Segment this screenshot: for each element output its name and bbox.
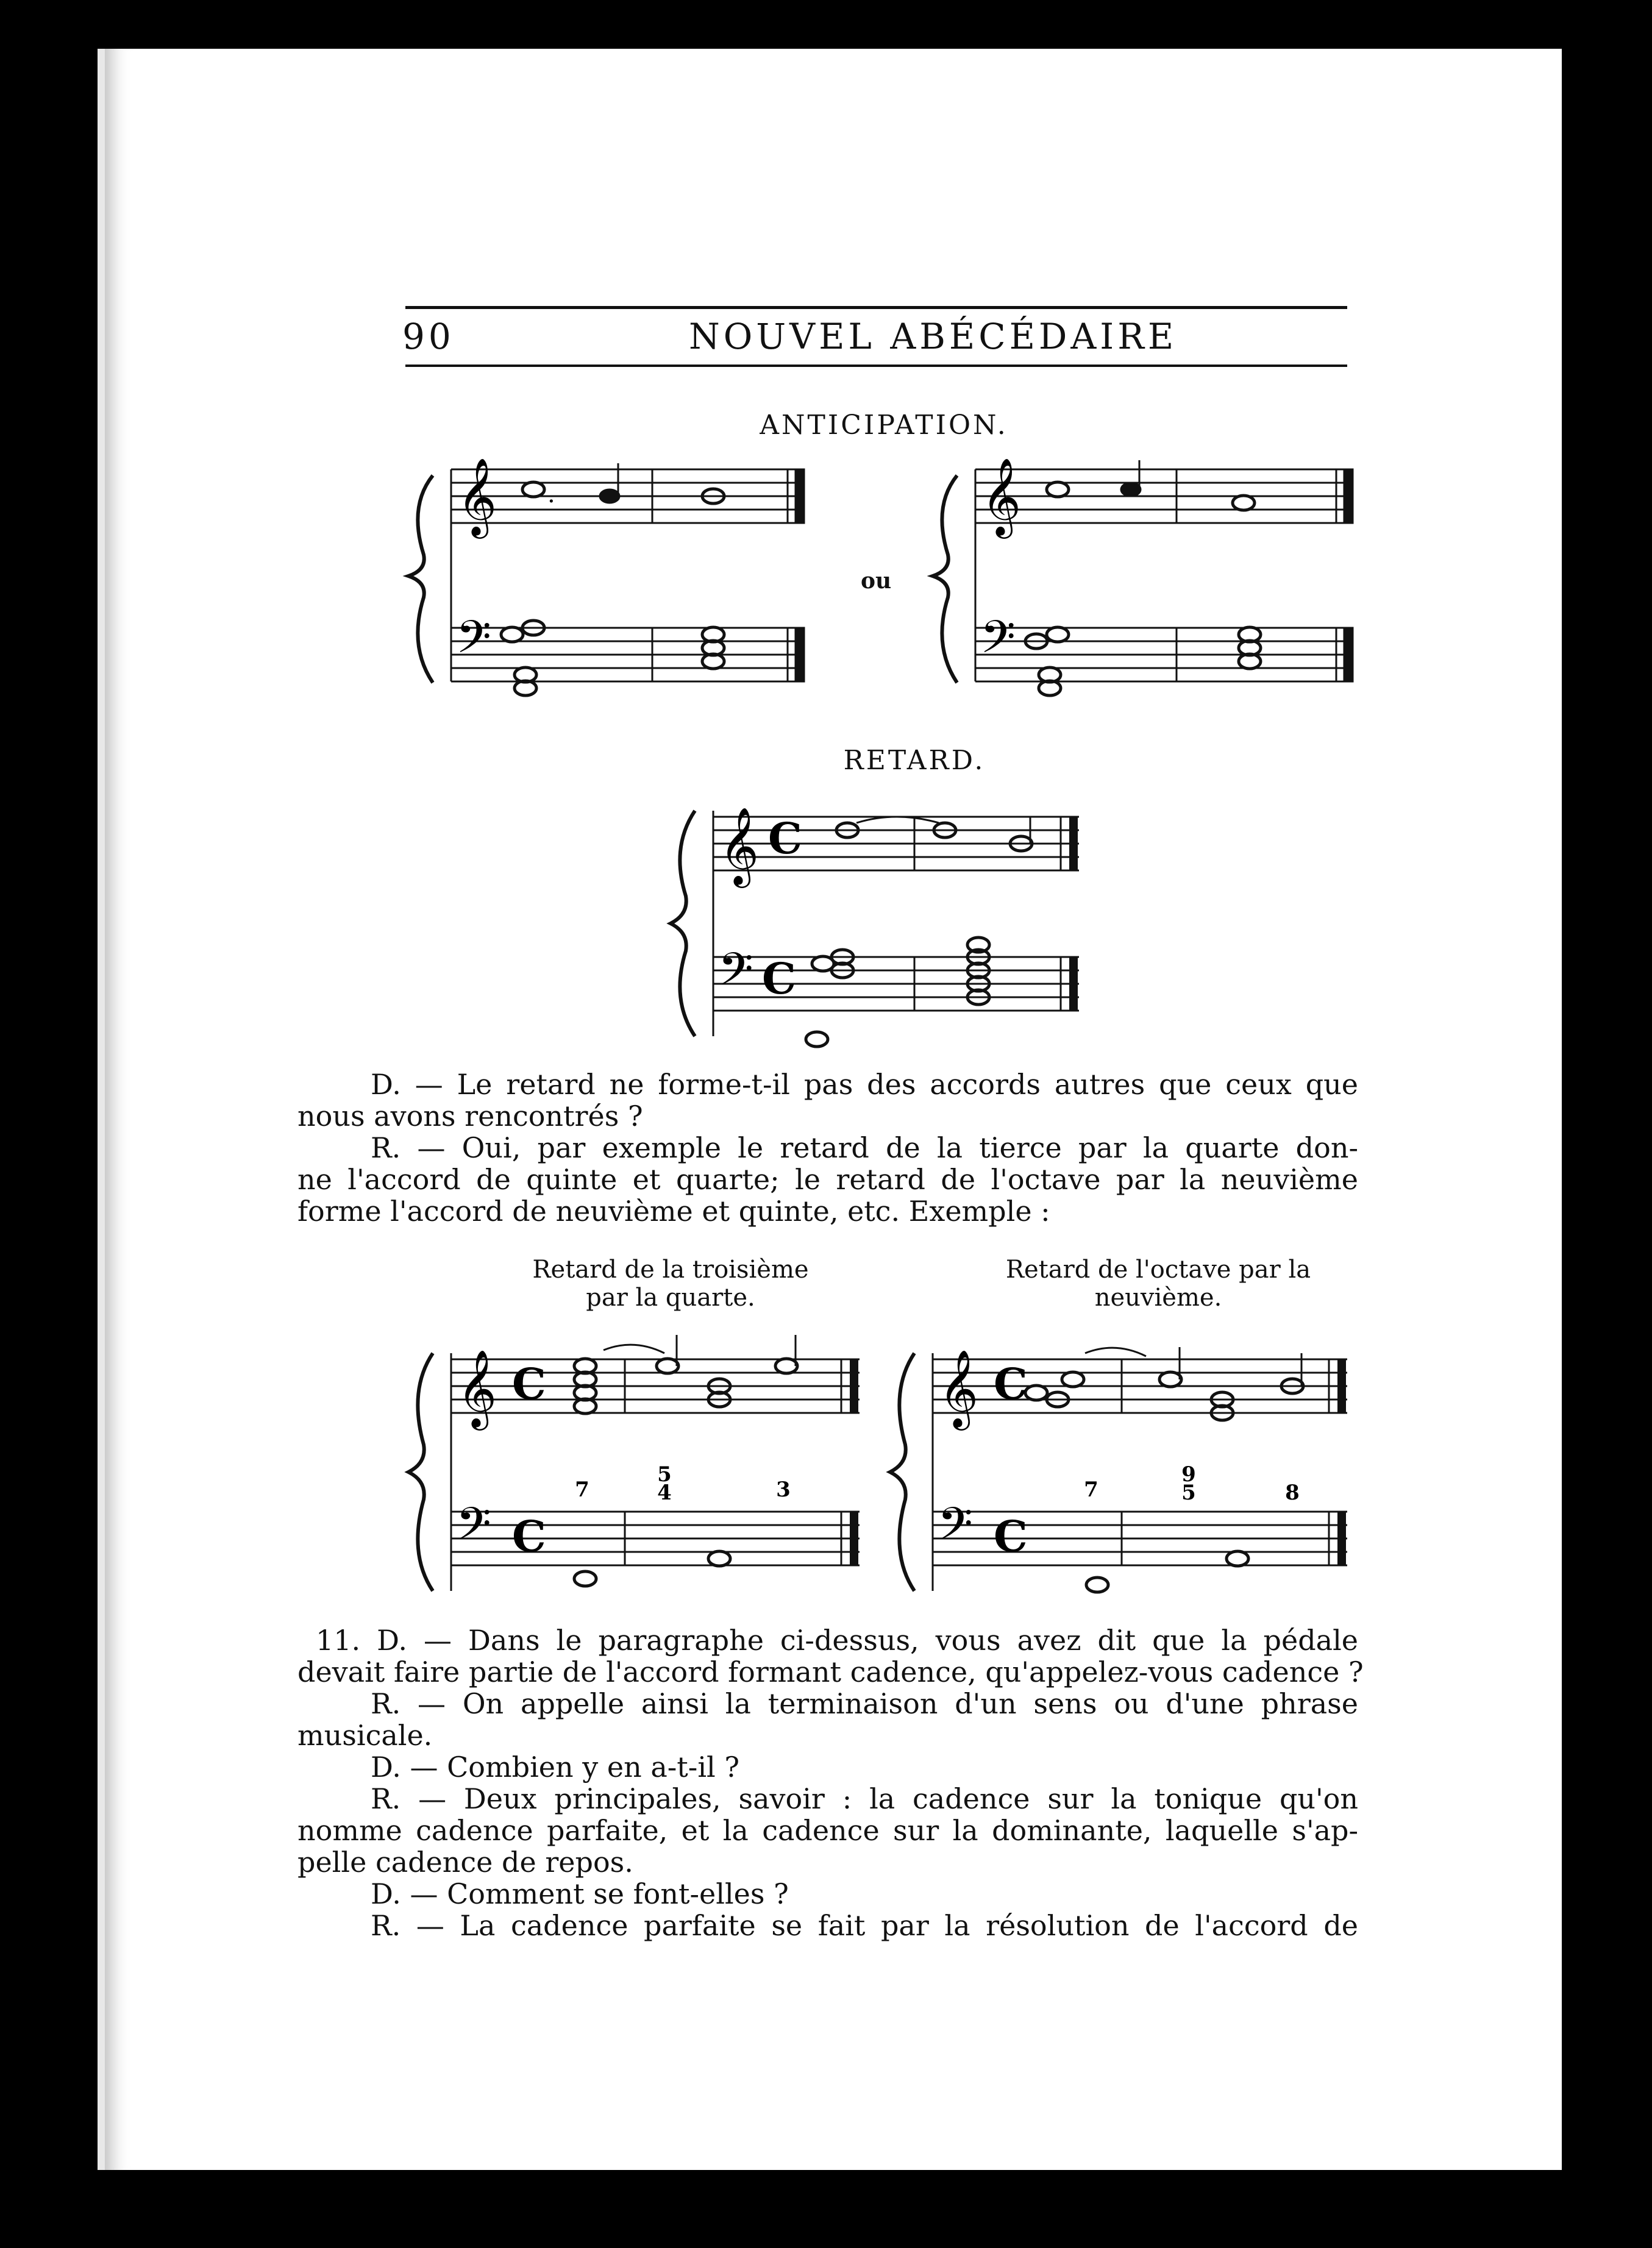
svg-text:C: C — [994, 1359, 1028, 1409]
svg-text:C: C — [512, 1511, 546, 1562]
text-line: pelle cadence de repos. — [297, 1846, 633, 1879]
bass-clef-icon: 𝄢 — [456, 611, 491, 675]
text-line: R. — Oui, par exemple le retard de la tierce par la quarte don- — [371, 1131, 1358, 1164]
treble-clef-icon: 𝄞 — [457, 457, 497, 535]
figure-5: 5 — [1181, 1481, 1196, 1505]
figure-7: 7 — [575, 1478, 589, 1502]
figure-4: 4 — [657, 1481, 672, 1505]
paragraph-retard-question — [297, 1069, 1358, 1227]
text-line: R. — On appelle ainsi la terminaison d'un sens ou d'une phrase — [371, 1687, 1358, 1720]
text-line: devait faire partie de l'accord formant cadence, qu'appelez-vous cadence ? — [297, 1656, 1364, 1688]
caption-line: par la quarte. — [586, 1284, 755, 1312]
text-line: nous avons rencontrés ? — [297, 1100, 643, 1133]
left-example-caption — [506, 1256, 835, 1312]
text-line: 11. D. — Dans le paragraphe ci-dessus, vous avez dit que la pédale — [316, 1624, 1358, 1657]
bass-clef-icon: 𝄢 — [456, 1498, 491, 1562]
svg-text:C: C — [512, 1359, 546, 1409]
caption-line: neuvième. — [1094, 1284, 1222, 1312]
text-line: R. — La cadence parfaite se fait par la résolution de l'accord de — [371, 1909, 1358, 1942]
header-rule-bottom — [405, 365, 1347, 367]
paragraph-cadence — [297, 1624, 1364, 1942]
text-line: D. — Combien y en a-t-il ? — [371, 1751, 740, 1784]
text-line: D. — Le retard ne forme-t-il pas des accords autres que ceux que — [371, 1068, 1358, 1101]
text-line: forme l'accord de neuvième et quinte, etc. Exemple : — [297, 1195, 1050, 1228]
page-number: 90 — [402, 316, 455, 357]
text-line: D. — Comment se font-elles ? — [371, 1877, 789, 1910]
retard-score — [652, 792, 1116, 1048]
text-line: musicale. — [297, 1719, 433, 1752]
bass-clef-icon: 𝄢 — [718, 943, 753, 1007]
examples-score — [390, 1329, 1378, 1609]
svg-text:C: C — [768, 813, 802, 864]
running-title: NOUVEL ABÉCÉDAIRE — [689, 316, 1178, 357]
figure-9: 9 — [1181, 1462, 1196, 1487]
svg-text:C: C — [762, 953, 796, 1004]
text-line: ne l'accord de quinte et quarte; le retard de l'octave par la neuvième — [297, 1163, 1358, 1196]
treble-clef-icon: 𝄞 — [981, 457, 1022, 535]
treble-clef-icon: 𝄞 — [719, 806, 760, 884]
staff-lines — [451, 469, 805, 681]
svg-text:C: C — [994, 1511, 1028, 1562]
bass-clef-icon: 𝄢 — [980, 611, 1016, 675]
header-rule-top — [405, 306, 1347, 309]
figure-7: 7 — [1084, 1478, 1098, 1502]
caption-line: Retard de la troisième — [532, 1256, 809, 1284]
figure-3: 3 — [776, 1478, 791, 1502]
figure-8: 8 — [1285, 1481, 1300, 1505]
treble-clef-icon: 𝄞 — [457, 1349, 497, 1427]
text-line: nomme cadence parfaite, et la cadence sur la dominante, laquelle s'ap- — [297, 1814, 1358, 1847]
caption-line: Retard de l'octave par la — [1005, 1256, 1311, 1284]
section-title-retard: RETARD. — [843, 745, 986, 776]
svg-text:.: . — [547, 480, 555, 508]
right-example-caption — [988, 1256, 1329, 1312]
treble-clef-icon: 𝄞 — [939, 1349, 979, 1427]
figure-5: 5 — [657, 1462, 672, 1487]
section-title-anticipation: ANTICIPATION. — [760, 410, 1008, 441]
text-line: R. — Deux principales, savoir : la cadence sur la tonique qu'on — [371, 1782, 1358, 1815]
bass-clef-icon: 𝄢 — [938, 1498, 973, 1562]
anticipation-connector: ou — [861, 568, 892, 594]
